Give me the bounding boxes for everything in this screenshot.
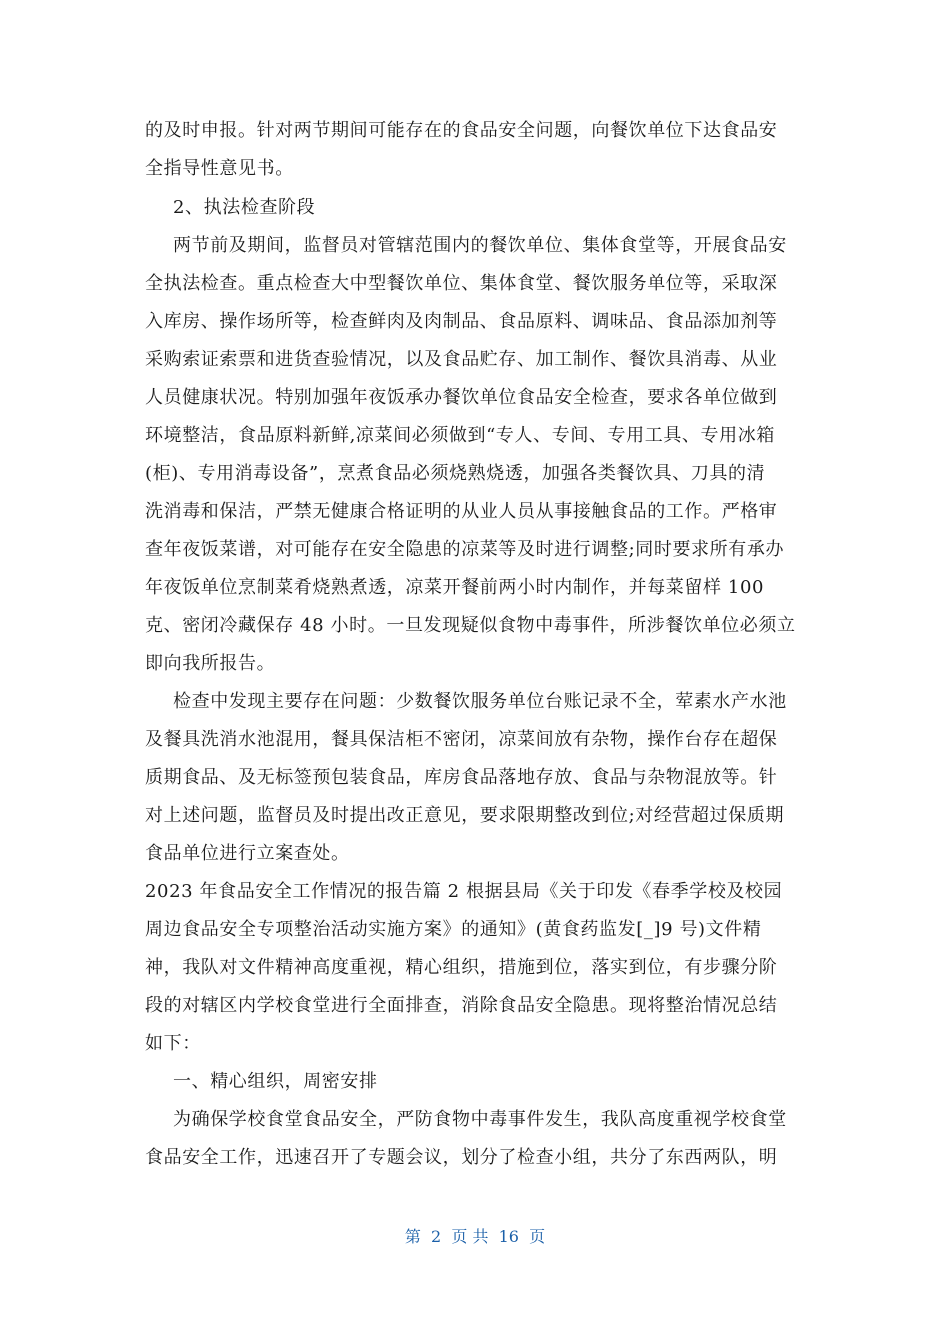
text-line: 年夜饭单位烹制菜肴烧熟煮透，凉菜开餐前两小时内制作，并每菜留样 100: [145, 577, 765, 598]
text-line: 对上述问题，监督员及时提出改正意见，要求限期整改到位;对经营超过保质期: [145, 805, 785, 826]
section-heading: 2、执法检查阶段: [173, 197, 316, 218]
text-line: 神，我队对文件精神高度重视，精心组织，措施到位，落实到位，有步骤分阶: [145, 957, 778, 978]
text-line: 为确保学校食堂食品安全，严防食物中毒事件发生，我队高度重视学校食堂: [173, 1109, 787, 1130]
text-line: 全执法检查。重点检查大中型餐饮单位、集体食堂、餐饮服务单位等，采取深: [145, 273, 778, 294]
section-heading: 一、精心组织，周密安排: [173, 1071, 378, 1092]
text-line: 食品单位进行立案查处。: [145, 843, 350, 864]
text-line: 即向我所报告。: [145, 653, 276, 674]
text-line: 采购索证索票和进货查验情况，以及食品贮存、加工制作、餐饮具消毒、从业: [145, 349, 778, 370]
text-line: 环境整洁，食品原料新鲜,凉菜间必须做到“专人、专间、专用工具、专用冰箱: [145, 425, 775, 446]
text-line: 及餐具洗消水池混用，餐具保洁柜不密闭，凉菜间放有杂物，操作台存在超保: [145, 729, 778, 750]
text-line: 全指导性意见书。: [145, 158, 294, 179]
text-line: 如下：: [145, 1033, 201, 1054]
text-line: (柜)、专用消毒设备”，烹煮食品必须烧熟烧透，加强各类餐饮具、刀具的清: [145, 463, 766, 484]
text-line: 检查中发现主要存在问题：少数餐饮服务单位台账记录不全，荤素水产水池: [173, 691, 787, 712]
text-line: 克、密闭冷藏保存 48 小时。一旦发现疑似食物中毒事件，所涉餐饮单位必须立: [145, 615, 796, 636]
report-title-line: 2023 年食品安全工作情况的报告篇 2 根据县局《关于印发《春季学校及校园: [145, 881, 783, 902]
text-line: 食品安全工作，迅速召开了专题会议，划分了检查小组，共分了东西两队，明: [145, 1147, 778, 1168]
text-line: 人员健康状况。特别加强年夜饭承办餐饮单位食品安全检查，要求各单位做到: [145, 387, 778, 408]
text-line: 查年夜饭菜谱，对可能存在安全隐患的凉菜等及时进行调整;同时要求所有承办: [145, 539, 785, 560]
text-line: 周边食品安全专项整治活动实施方案》的通知》(黄食药监发[_]9 号)文件精: [145, 919, 762, 940]
text-line: 洗消毒和保洁，严禁无健康合格证明的从业人员从事接触食品的工作。严格审: [145, 501, 778, 522]
text-line: 的及时申报。针对两节期间可能存在的食品安全问题，向餐饮单位下达食品安: [145, 120, 778, 141]
text-line: 入库房、操作场所等，检查鲜肉及肉制品、食品原料、调味品、食品添加剂等: [145, 311, 778, 332]
page-number-footer: 第 2 页 共 16 页: [404, 1227, 546, 1246]
text-line: 两节前及期间，监督员对管辖范围内的餐饮单位、集体食堂等，开展食品安: [173, 235, 787, 256]
text-line: 段的对辖区内学校食堂进行全面排查，消除食品安全隐患。现将整治情况总结: [145, 995, 778, 1016]
text-line: 质期食品、及无标签预包装食品，库房食品落地存放、食品与杂物混放等。针: [145, 767, 778, 788]
